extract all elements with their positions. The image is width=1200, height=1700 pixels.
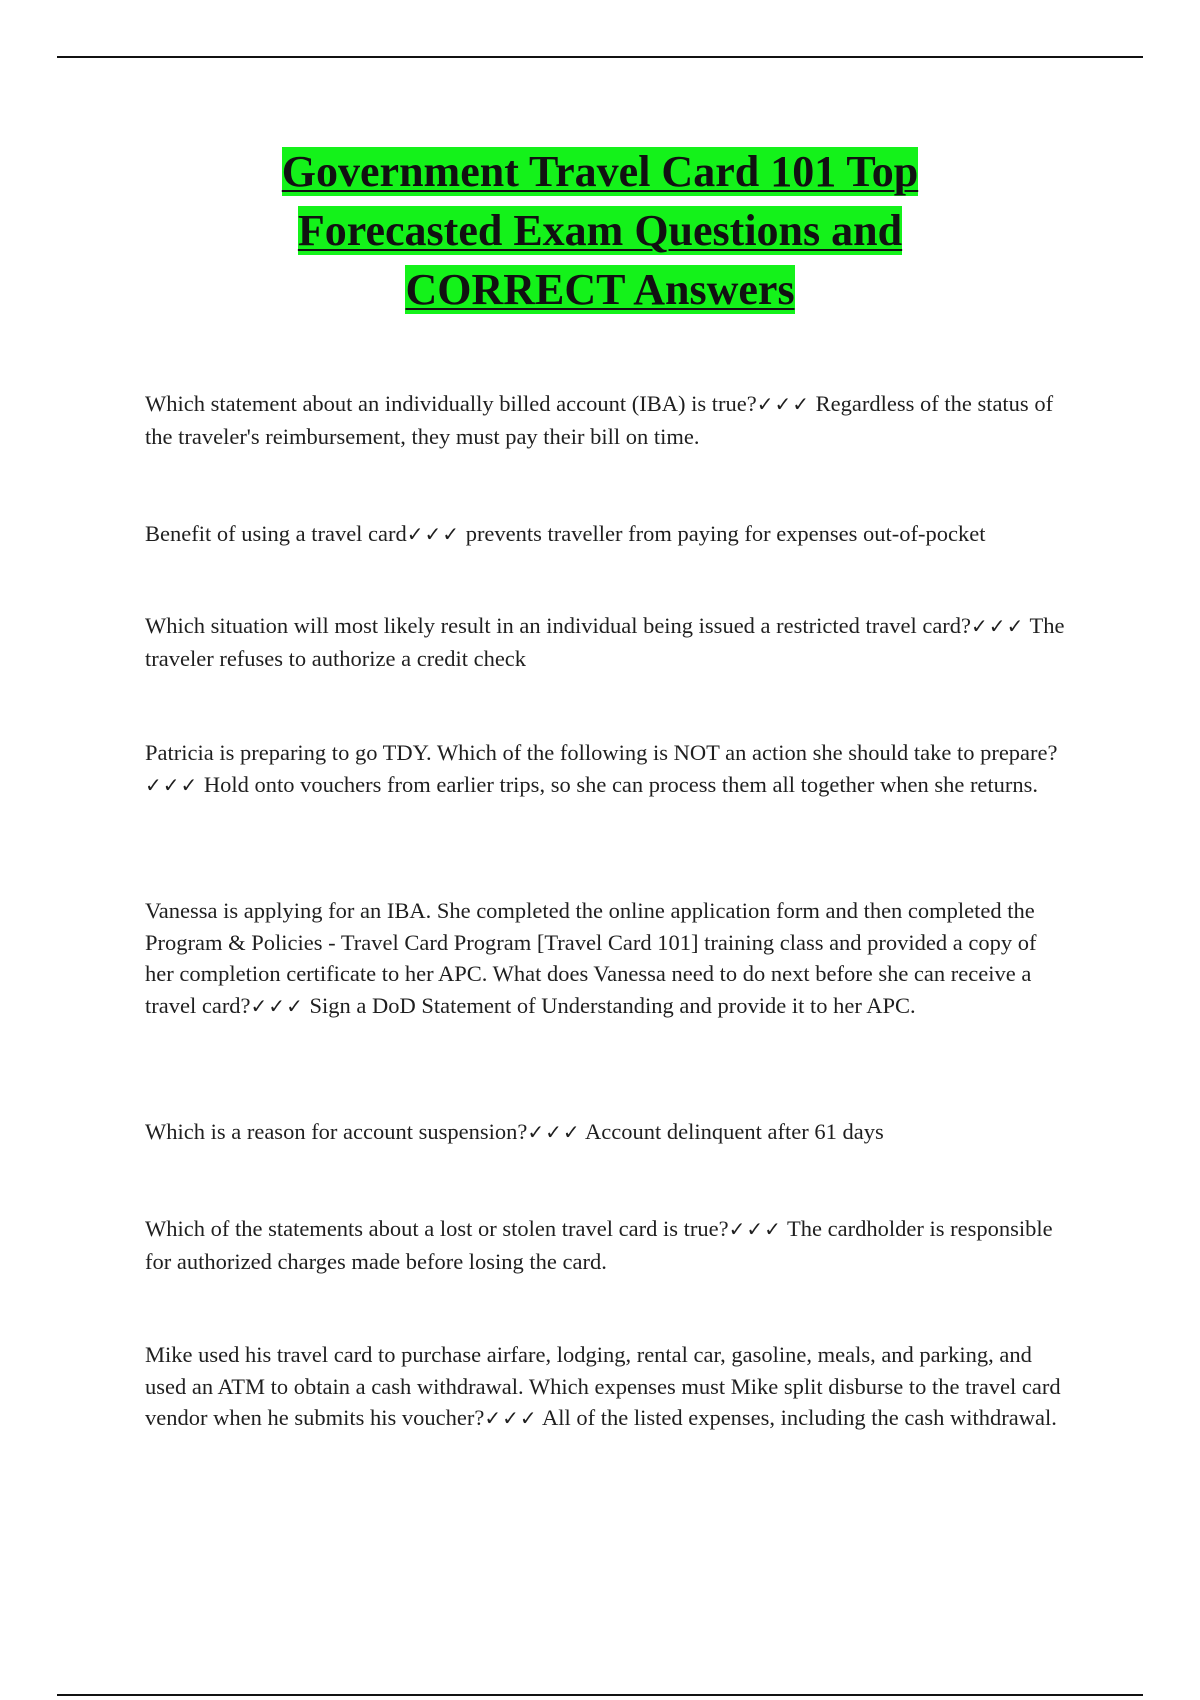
bottom-rule	[57, 1694, 1143, 1696]
answer-text: prevents traveller from paying for expenses out-of-pocket	[460, 521, 986, 546]
question-text: Which of the statements about a lost or stolen travel card is true?	[145, 1216, 729, 1241]
question-text: Which statement about an individually billed account (IBA) is true?	[145, 391, 757, 416]
question-text: Patricia is preparing to go TDY. Which of the following is NOT an action she should take to prepare?	[145, 740, 1058, 765]
checkmark-icon: ✓✓✓	[145, 772, 199, 797]
qa-item-6	[145, 1116, 1065, 1149]
question-text: Vanessa is applying for an IBA. She completed the online application form and then completed the Program & Policies - Travel Card Program [Travel Card 101] training class and provided a copy of her completion certificate to her APC. What does Vanessa need to do next before she can receive a travel card?	[145, 898, 1037, 1018]
qa-item-2	[145, 518, 1065, 551]
title-line-2: Forecasted Exam Questions and	[297, 206, 903, 255]
qa-item-7	[145, 1213, 1065, 1277]
document-title	[150, 142, 1050, 319]
title-line-1: Government Travel Card 101 Top	[281, 147, 919, 196]
checkmark-icon: ✓✓✓	[406, 522, 461, 546]
answer-text: Sign a DoD Statement of Understanding and provide it to her APC.	[303, 992, 916, 1018]
qa-item-5	[145, 895, 1065, 1022]
answer-text: The cardholder is responsible for authorized charges made before losing the card.	[145, 1216, 1053, 1274]
answer-text: Hold onto vouchers from earlier trips, so she can process them all together when she returns.	[198, 771, 1039, 797]
checkmark-icon: ✓✓✓	[728, 1217, 782, 1241]
checkmark-icon: ✓✓✓	[527, 1120, 581, 1144]
question-text: Which is a reason for account suspension?	[145, 1119, 528, 1144]
answer-text: Account delinquent after 61 days	[580, 1119, 884, 1144]
checkmark-icon: ✓✓✓	[971, 614, 1025, 638]
question-text: Mike used his travel card to purchase airfare, lodging, rental car, gasoline, meals, and parking, and used an ATM to obtain a cash withdrawal. Which expenses must Mike split disburse to the travel card vendor when he submits his voucher?	[145, 1342, 1061, 1430]
answer-text: Regardless of the status of the traveler's reimbursement, they must pay their bill on time.	[145, 391, 1054, 449]
answer-text: All of the listed expenses, including the cash withdrawal.	[537, 1405, 1057, 1430]
top-rule	[57, 56, 1143, 58]
checkmark-icon: ✓✓✓	[756, 392, 810, 416]
question-text: Benefit of using a travel card	[145, 521, 407, 546]
answer-text: The traveler refuses to authorize a credit check	[145, 613, 1065, 671]
qa-item-3	[145, 610, 1065, 674]
checkmark-icon: ✓✓✓	[484, 1406, 538, 1430]
qa-item-8	[145, 1339, 1065, 1435]
checkmark-icon: ✓✓✓	[250, 993, 304, 1018]
question-text: Which situation will most likely result in an individual being issued a restricted travel card?	[145, 613, 972, 638]
qa-item-4	[145, 737, 1065, 801]
title-line-3: CORRECT Answers	[405, 265, 795, 314]
qa-item-1	[145, 388, 1065, 452]
